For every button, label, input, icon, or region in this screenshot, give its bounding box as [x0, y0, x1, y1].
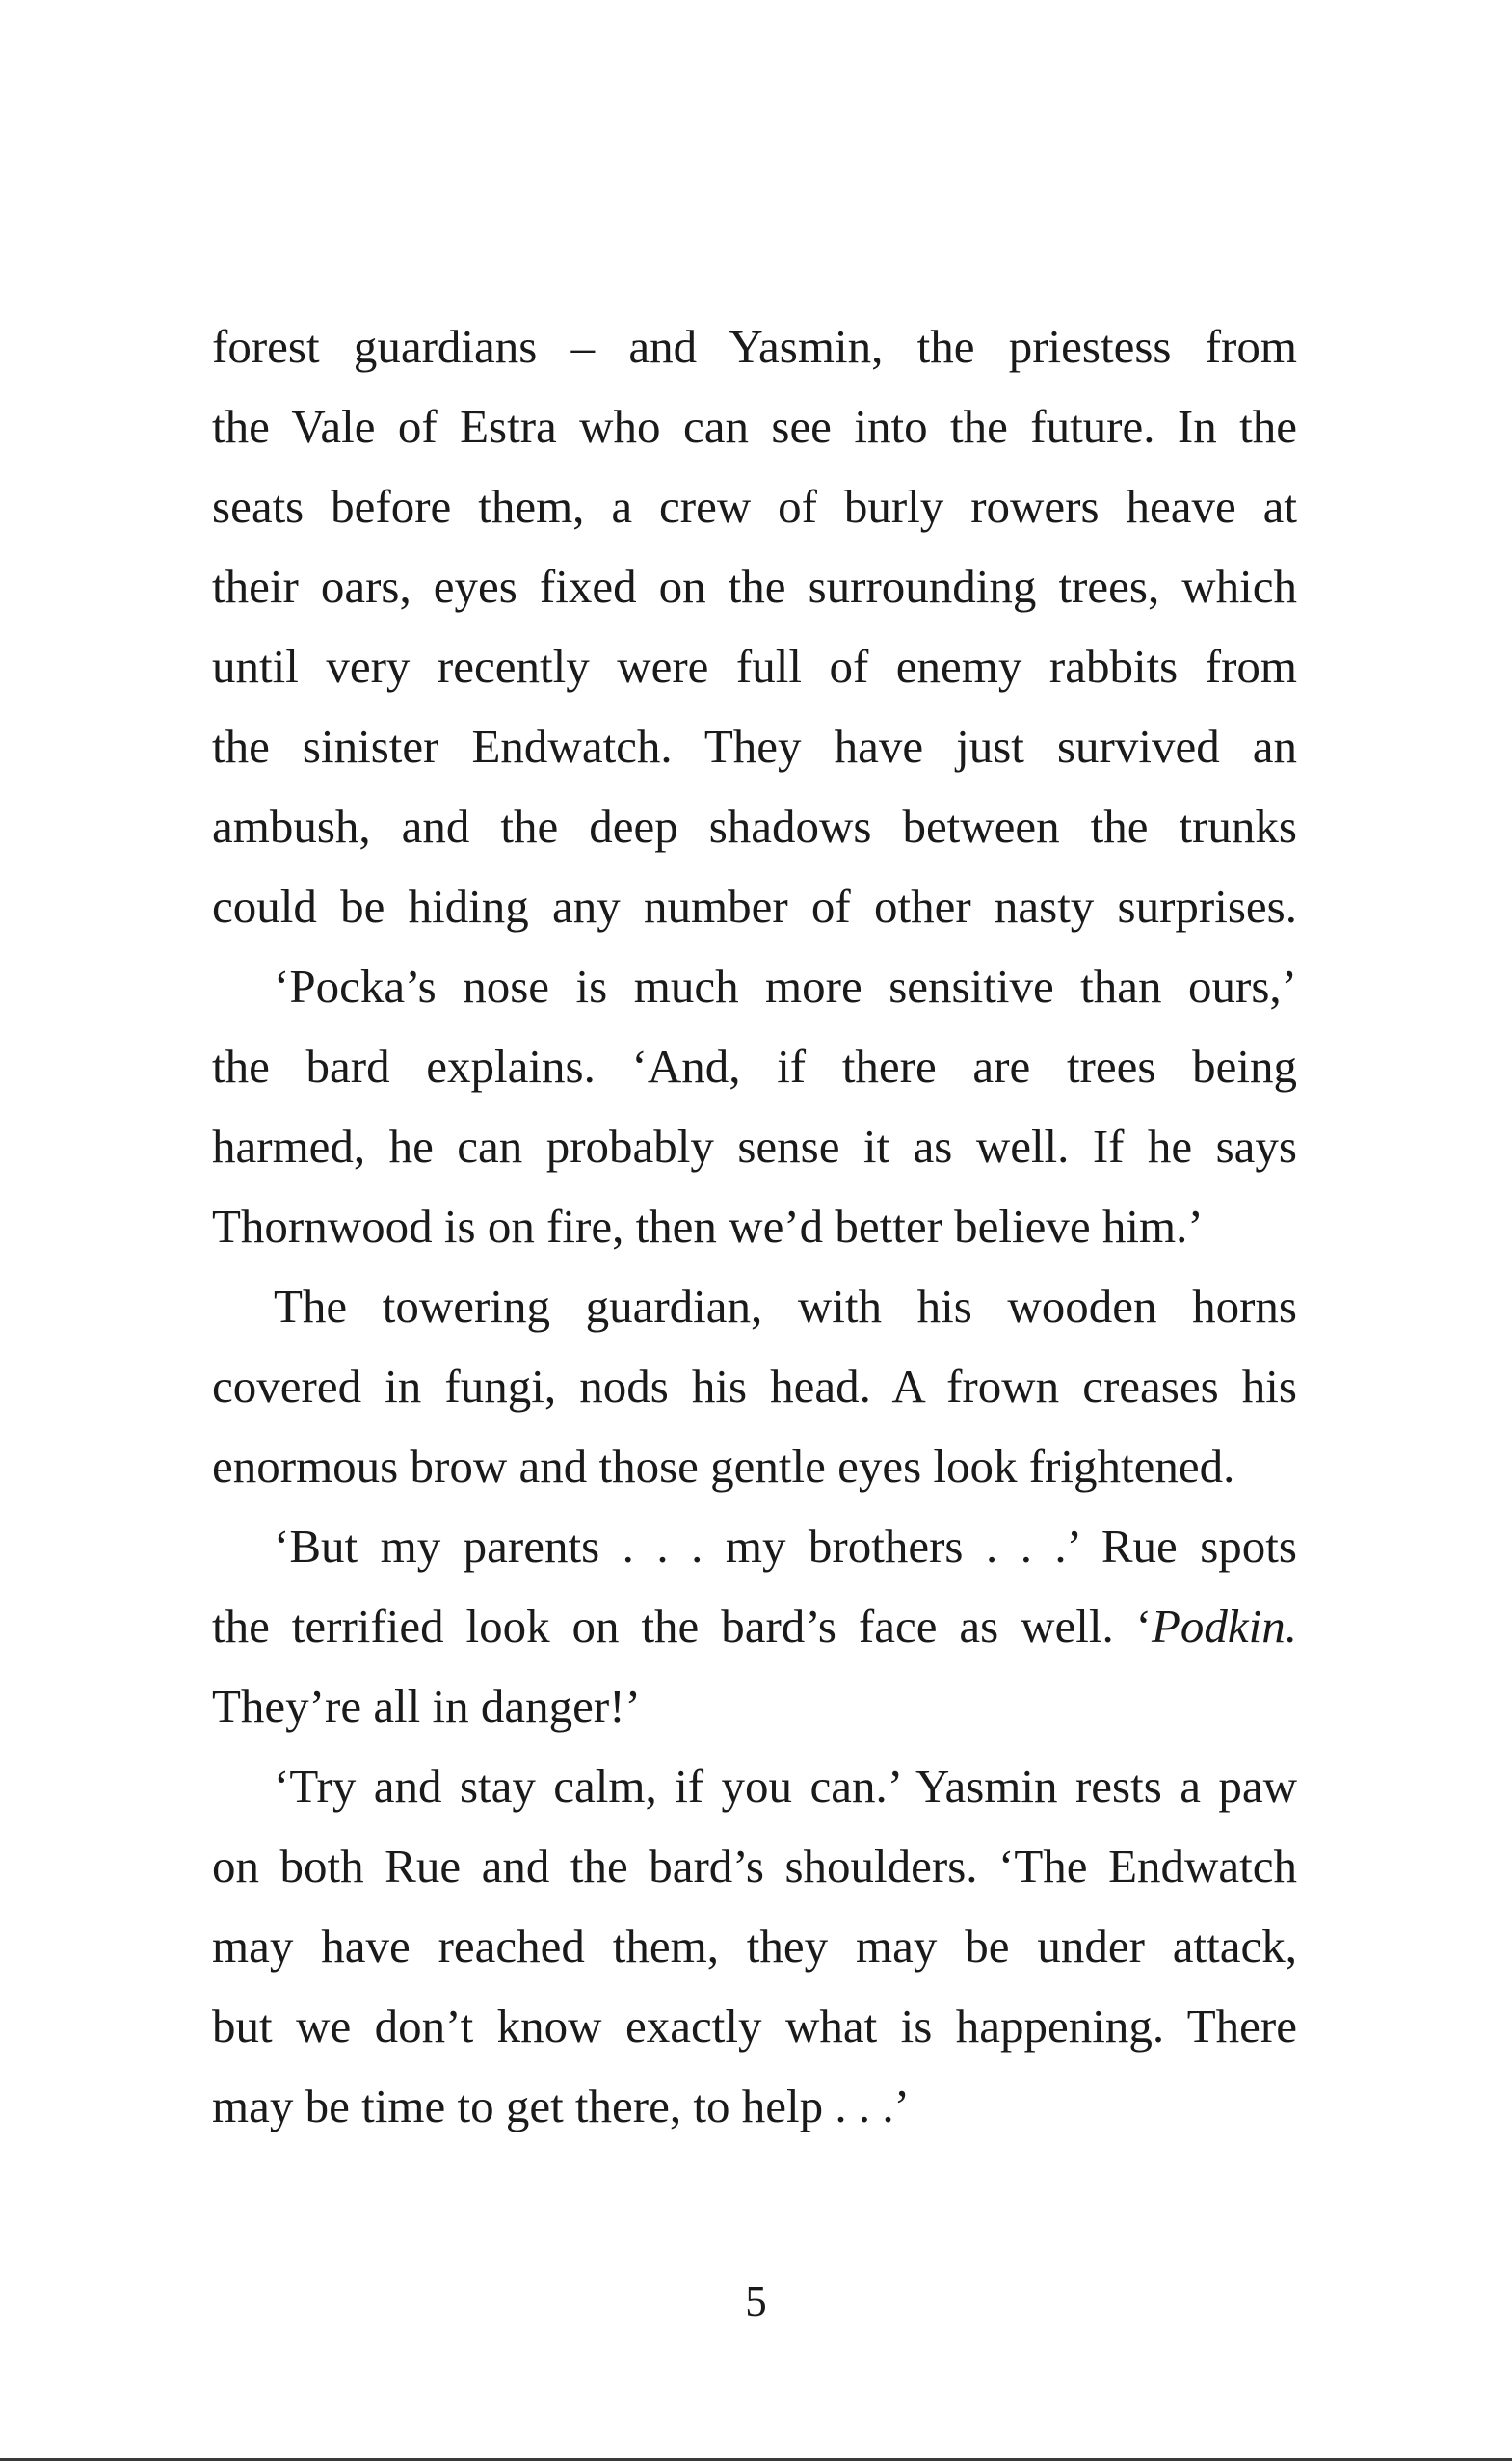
text-line: the bard explains. ‘And, if there are trees being — [212, 1040, 1297, 1093]
text-line: until very recently were full of enemy rabbits from — [212, 640, 1297, 693]
text-line: The towering guardian, with his wooden horns — [274, 1280, 1297, 1333]
text-line: harmed, he can probably sense it as well. If he says — [212, 1120, 1297, 1173]
text-line: enormous brow and those gentle eyes look frightened. — [212, 1440, 1235, 1493]
text-line: the Vale of Estra who can see into the future. In the — [212, 400, 1297, 453]
text-line: may have reached them, they may be under attack, — [212, 1920, 1297, 1973]
text-line: They’re all in danger!’ — [212, 1680, 641, 1733]
body-text — [212, 306, 1297, 2146]
text-line: could be hiding any number of other nasty surprises. — [212, 880, 1297, 933]
text-line: seats before them, a crew of burly rowers heave at — [212, 480, 1297, 533]
text-line: but we don’t know exactly what is happening. There — [212, 2000, 1297, 2052]
page-number: 5 — [745, 2277, 767, 2325]
italic-name: Podkin. — [1151, 1600, 1297, 1653]
text-line: their oars, eyes fixed on the surrounding trees, which — [212, 560, 1297, 613]
text-line: on both Rue and the bard’s shoulders. ‘The Endwatch — [212, 1840, 1297, 1893]
text-line: may be time to get there, to help . . .’ — [212, 2079, 910, 2132]
page-edge-line — [0, 2458, 1512, 2461]
text-line: ‘But my parents . . . my brothers . . .’ Rue spots — [274, 1520, 1297, 1573]
text-line: covered in fungi, nods his head. A frown creases his — [212, 1360, 1297, 1413]
text-line: Thornwood is on fire, then we’d better believe him.’ — [212, 1200, 1204, 1253]
text-line: ambush, and the deep shadows between the trunks — [212, 800, 1297, 853]
text-line-with-italic: the terrified look on the bard’s face as well. ‘Podkin. — [212, 1600, 1297, 1653]
text-line: the sinister Endwatch. They have just survived an — [212, 720, 1297, 773]
text-line: forest guardians – and Yasmin, the priestess from — [212, 320, 1297, 373]
text-line: ‘Try and stay calm, if you can.’ Yasmin rests a paw — [274, 1760, 1297, 1813]
text-line: ‘Pocka’s nose is much more sensitive than ours,’ — [274, 960, 1297, 1013]
